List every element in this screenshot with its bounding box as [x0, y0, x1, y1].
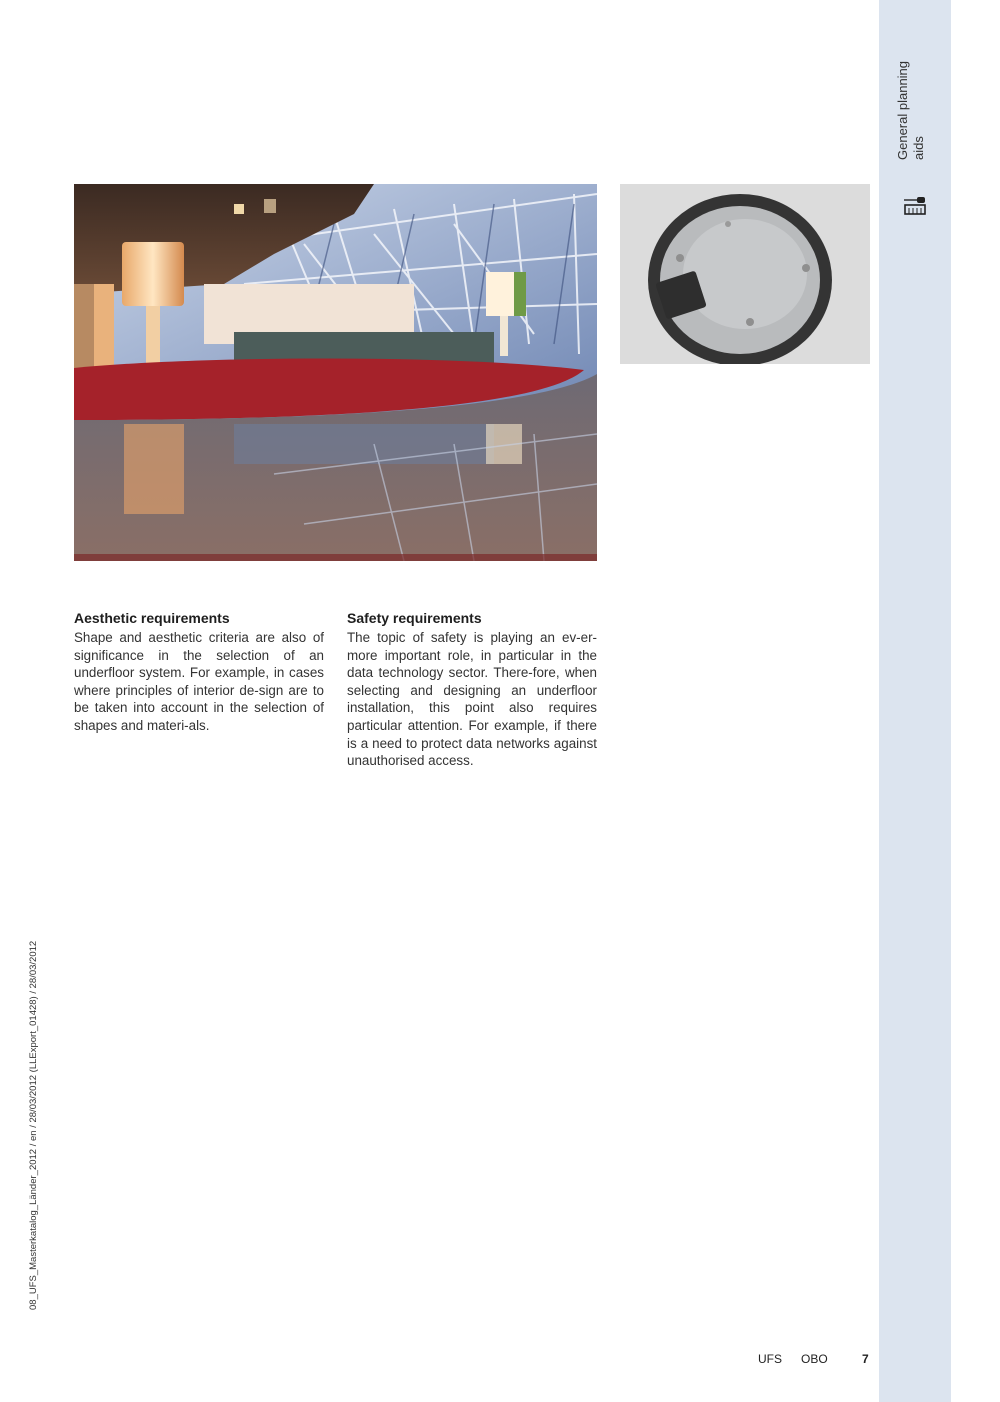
sidebar-label-line1: General planning	[895, 60, 910, 160]
footer-obo: OBO	[801, 1352, 828, 1366]
lobby-photo	[74, 184, 597, 561]
footer-ufs: UFS	[758, 1352, 782, 1366]
sidebar-label-line2: aids	[911, 136, 926, 160]
page-number: 7	[862, 1352, 869, 1366]
floor-outlet-photo	[620, 184, 870, 364]
safety-text: The topic of safety is playing an ev-er-more important role, in particular in the data technology sector. There-fore, when selecting and designing an underfloor installation, this point also requires particular attention. For example, if there is a need to protect data networks against unauthorised access.	[347, 630, 597, 769]
sidebar-label	[895, 20, 927, 160]
tools-icon	[903, 196, 927, 216]
print-metadata: 08_UFS_Masterkatalog_Länder_2012 / en / 28/03/2012 (LLExport_01428) / 28/03/2012	[28, 940, 39, 1310]
safety-heading: Safety requirements	[347, 610, 482, 626]
aesthetic-heading: Aesthetic requirements	[74, 610, 230, 626]
aesthetic-text: Shape and aesthetic criteria are also of significance in the selection of an underfloor system. For example, in cases where principles of interior de-sign are to be taken into account in the selection of shapes and materi-als.	[74, 630, 324, 733]
